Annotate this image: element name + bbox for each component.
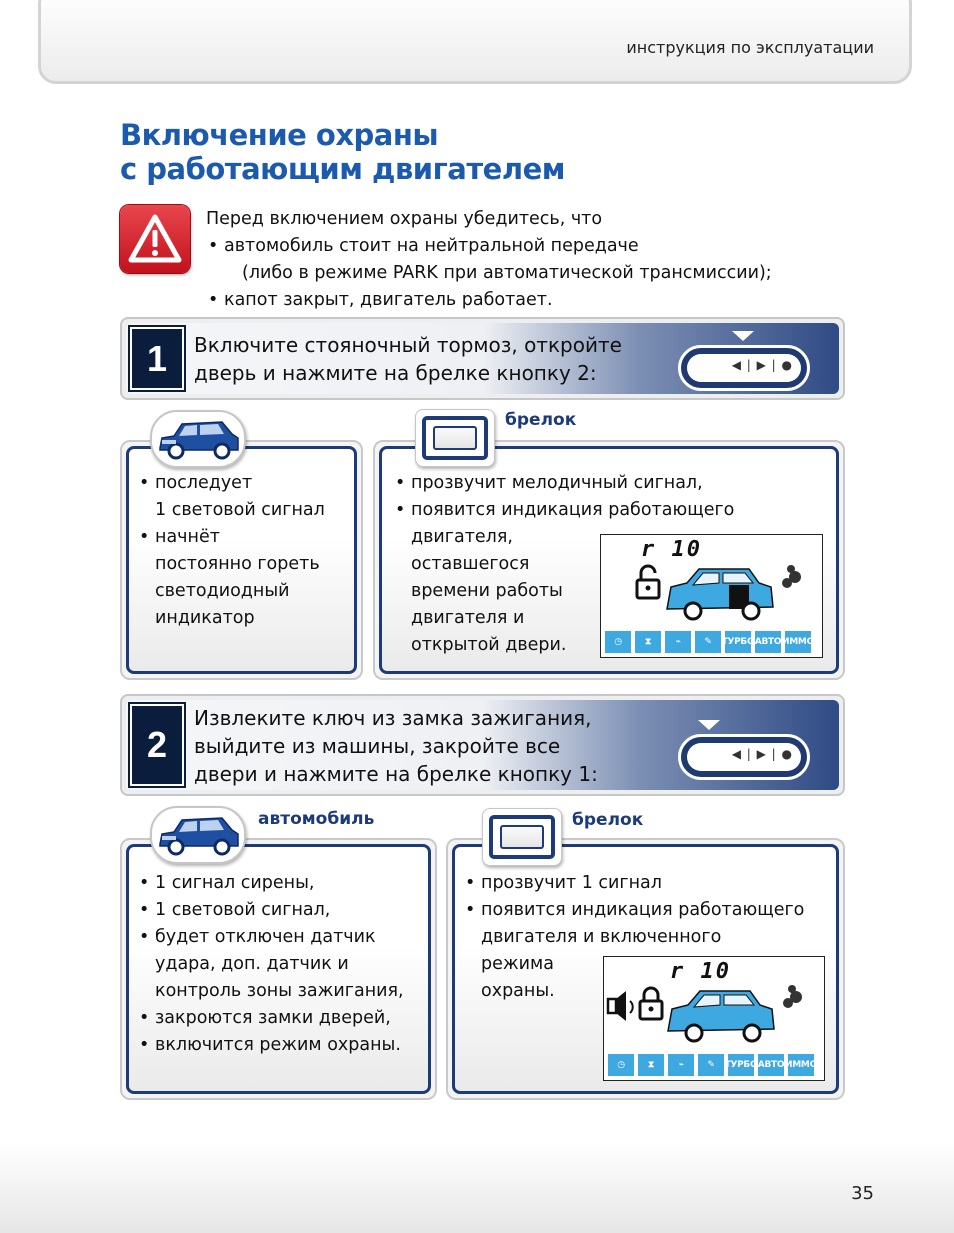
step2-fob-label: брелок (572, 810, 644, 830)
key-fob-small-icon (482, 808, 562, 866)
lcd-label-auto: АВТО (758, 1054, 784, 1076)
clock-icon: ◷ (605, 631, 631, 653)
list-item: начнёт (155, 527, 220, 547)
step2-car-label: автомобиль (258, 809, 375, 829)
lcd-car-icon (604, 957, 826, 1057)
arrow-down-icon (732, 331, 754, 341)
key-fob-small-icon (415, 409, 495, 467)
step2-instruction: Извлеките ключ из замка зажигания, выйдите из машины, закройте все двери и нажмите на брелке кнопку 1: (194, 706, 598, 786)
list-item: включится режим охраны. (155, 1035, 401, 1055)
step1-fob-label: брелок (505, 410, 577, 430)
wrench-icon: ✎ (695, 631, 721, 653)
lcd-indicator-bar (608, 1054, 820, 1076)
step1-banner (120, 317, 845, 400)
warning-text (206, 206, 772, 314)
lcd-display (600, 534, 823, 658)
lcd-label-immo: ИММО (785, 631, 811, 653)
step2-fob-list: • прозвучит 1 сигнал • появится индикация работающего двигателя и включенного режима охраны. (465, 873, 805, 1001)
warning-item: • автомобиль стоит на нейтральной передаче (208, 236, 639, 256)
list-item: 1 световой сигнал, (155, 900, 331, 920)
warning-item-cont: (либо в режиме PARK при автоматической трансмиссии); (242, 263, 772, 283)
list-item: прозвучит мелодичный сигнал, (411, 473, 703, 493)
key-fob-icon: ◀ | ▶ | ● (678, 345, 810, 391)
list-item: будет отключен датчик (155, 927, 376, 947)
lcd-label-immo: ИММО (788, 1054, 814, 1076)
lcd-timer: r 10 (670, 959, 731, 984)
lock-icon (640, 988, 662, 1019)
list-item: появится индикация работающего (481, 900, 805, 920)
page-number: 35 (851, 1183, 874, 1204)
hourglass-icon: ⧗ (638, 1054, 664, 1076)
page-title (120, 118, 565, 186)
clock-icon: ◷ (608, 1054, 634, 1076)
car-icon (150, 806, 246, 864)
arrow-down-icon (698, 720, 720, 730)
step2-number: 2 (130, 704, 184, 786)
lcd-label-turbo: ТУРБО (725, 631, 751, 653)
warning-item: • капот закрыт, двигатель работает. (208, 290, 553, 310)
step1-car-list: • последует 1 световой сигнал • начнёт постоянно гореть светодиодный индикатор (139, 473, 325, 628)
step1-number: 1 (130, 327, 184, 390)
step1-fob-list: • прозвучит мелодичный сигнал, • появится индикация работающего двигателя, оставшегося времени работы двигателя и открытой двери. (395, 473, 735, 655)
page-title-line2: с работающим двигателем (120, 152, 565, 186)
hourglass-icon: ⧗ (635, 631, 661, 653)
lcd-label-turbo: ТУРБО (728, 1054, 754, 1076)
step2-banner (120, 694, 845, 796)
sensor-icon: ⌁ (668, 1054, 694, 1076)
step1-instruction: Включите стояночный тормоз, откройте дверь и нажмите на брелке кнопку 2: (194, 333, 622, 385)
page-title-line1: Включение охраны (120, 118, 439, 152)
warning-intro: Перед включением охраны убедитесь, что (206, 209, 603, 229)
lcd-timer: r 10 (641, 537, 702, 562)
key-fob-icon: ◀ | ▶ | ● (678, 734, 810, 780)
list-item: закроются замки дверей, (155, 1008, 391, 1028)
lcd-display (603, 956, 825, 1081)
footer-bar (0, 1142, 954, 1233)
lcd-indicator-bar (605, 631, 818, 653)
siren-icon (608, 991, 633, 1021)
list-item: появится индикация работающего (411, 500, 735, 520)
step2-car-list: • 1 сигнал сирены, • 1 световой сигнал, • будет отключен датчик удара, доп. датчик и контроль зоны зажигания, • закроются замки дверей, • включится режим охраны. (139, 873, 404, 1055)
list-item: 1 сигнал сирены, (155, 873, 315, 893)
unlock-icon (637, 566, 659, 598)
list-item: последует (155, 473, 253, 493)
sensor-icon: ⌁ (665, 631, 691, 653)
warning-icon (120, 205, 190, 273)
lcd-car-icon (601, 535, 824, 635)
list-item: прозвучит 1 сигнал (481, 873, 662, 893)
lcd-label-auto: АВТО (755, 631, 781, 653)
car-icon (150, 410, 246, 468)
wrench-icon: ✎ (698, 1054, 724, 1076)
header-title: инструкция по эксплуатации (626, 38, 874, 57)
